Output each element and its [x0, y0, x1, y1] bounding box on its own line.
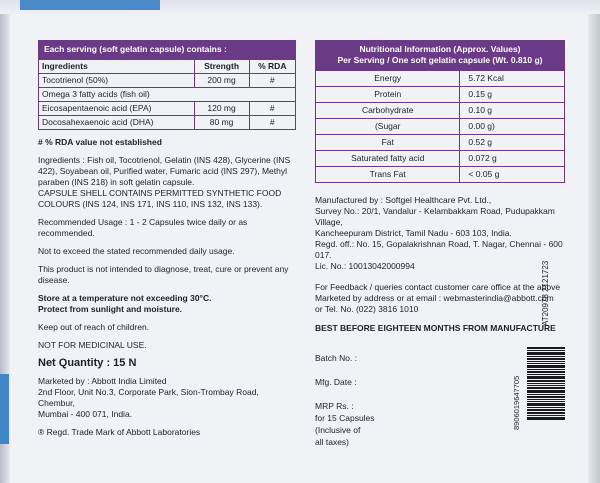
feedback-line-1: For Feedback / queries contact customer care office at the above	[315, 282, 561, 292]
not-exceed-text: Not to exceed the stated recommended daily usage.	[38, 246, 235, 256]
table-row	[39, 116, 296, 130]
left-edge	[0, 14, 10, 483]
regd-office: Regd. off.: No. 15, Gopalakrishnan Road, T. Nagar, Chennai - 600 017.	[315, 239, 563, 260]
nutrient-name: Protein	[316, 87, 460, 103]
mrp-all-taxes: all taxes)	[315, 437, 350, 447]
nutrient-value: 0.15 g	[460, 87, 565, 103]
barcode-number: 8906019647705	[512, 375, 521, 430]
side-code	[541, 260, 555, 326]
table-row	[316, 71, 565, 87]
address-line-1: 2nd Floor, Unit No.3, Corporate Park, Sion-Trombay Road, Chembur,	[38, 387, 259, 408]
feedback-line-2: Marketed by address or at email : webmasterindia@abbott.com	[315, 293, 554, 303]
nutrient-value: 0.00 g)	[460, 119, 565, 135]
nutrient-value: 0.52 g	[460, 135, 565, 151]
nutrient-value: 0.10 g	[460, 103, 565, 119]
blue-tab	[0, 374, 9, 444]
table-row	[316, 103, 565, 119]
col-rda: % RDA	[249, 60, 295, 74]
col-strength: Strength	[194, 60, 249, 74]
nutrition-header-line-2: Per Serving / One soft gelatin capsule (Wt. 0.810 g)	[337, 55, 543, 65]
marketed-by: Marketed by : Abbott India Limited	[38, 376, 167, 386]
table-row	[316, 135, 565, 151]
row-name: Eicosapentaenoic acid (EPA)	[39, 102, 195, 116]
store-text: Store at a temperature not exceeding 30°C.	[38, 293, 212, 303]
nutrient-name: Fat	[316, 135, 460, 151]
serving-header: Each serving (soft gelatin capsule) contains :	[38, 40, 296, 59]
nutrient-name: Carbohydrate	[316, 103, 460, 119]
table-row	[39, 88, 296, 102]
nutrient-value: 5.72 Kcal	[460, 71, 565, 87]
table-row	[316, 167, 565, 183]
nutrition-table	[315, 70, 565, 183]
nutrition-header-line-1: Nutritional Information (Approx. Values)	[359, 44, 521, 54]
not-intended-text: This product is not intended to diagnose, treat, cure or prevent any disease.	[38, 264, 289, 285]
nutrient-name: Energy	[316, 71, 460, 87]
mfg-address-line-2: Kancheepuram District, Tamil Nadu - 603 103, India.	[315, 228, 512, 238]
nutrient-name: Saturated fatty acid	[316, 151, 460, 167]
table-row	[316, 151, 565, 167]
ingredients-text: Ingredients : Fish oil, Tocotrienol, Gelatin (INS 428), Glycerine (INS 422), Soyabean oil, Purified water, Fumaric acid (INS 297), Methyl paraben (INS 218) in soft gelatin capsule.	[38, 155, 291, 187]
nutrient-name: Trans Fat	[316, 167, 460, 183]
row-strength: 80 mg	[194, 116, 249, 130]
net-quantity: Net Quantity : 15 N	[38, 357, 137, 369]
protect-text: Protect from sunlight and moisture.	[38, 304, 183, 314]
rda-note: # % RDA value not established	[38, 137, 162, 147]
row-rda: #	[249, 74, 295, 88]
row-rda: #	[249, 116, 295, 130]
license-number: Lic. No.: 10013042000994	[315, 261, 415, 271]
table-row	[316, 119, 565, 135]
mfg-date-label: Mfg. Date :	[315, 377, 357, 387]
composition-table	[38, 59, 296, 130]
mfg-address-line-1: Survey No.: 20/1, Vandalur - Kelambakkam Road, Pudupakkam Village,	[315, 206, 555, 227]
mrp-for-capsules: for 15 Capsules	[315, 413, 375, 423]
barcode-digits	[512, 348, 524, 430]
row-strength: 120 mg	[194, 102, 249, 116]
best-before: BEST BEFORE EIGHTEEN MONTHS FROM MANUFACTURE	[315, 323, 556, 333]
nutrition-header	[315, 40, 565, 70]
mrp-label: MRP Rs. :	[315, 401, 354, 411]
trademark-note: ® Regd. Trade Mark of Abbott Laboratories	[38, 427, 201, 437]
mrp-inclusive: (Inclusive of	[315, 425, 361, 435]
left-panel	[38, 40, 296, 438]
nutrient-name: (Sugar	[316, 119, 460, 135]
table-row	[39, 74, 296, 88]
nutrient-value: 0.072 g	[460, 151, 565, 167]
not-medicinal-text: NOT FOR MEDICINAL USE.	[38, 340, 147, 350]
right-edge	[588, 14, 600, 483]
row-name: Docosahexaenoic acid (DHA)	[39, 116, 195, 130]
row-name: Tocotrienol (50%)	[39, 74, 195, 88]
children-text: Keep out of reach of children.	[38, 322, 150, 332]
col-ingredients: Ingredients	[39, 60, 195, 74]
barcode	[527, 347, 565, 429]
side-code-text: AT20978 2121723	[541, 260, 550, 326]
batch-number-label: Batch No. :	[315, 353, 358, 363]
row-rda: #	[249, 102, 295, 116]
table-row	[39, 102, 296, 116]
nutrient-value: < 0.05 g	[460, 167, 565, 183]
manufactured-by: Manufactured by : Softgel Healthcare Pvt. Ltd.,	[315, 195, 492, 205]
address-line-2: Mumbai - 400 071, India.	[38, 409, 133, 419]
usage-text: Recommended Usage : 1 - 2 Capsules twice daily or as recommended.	[38, 217, 248, 238]
row-name: Omega 3 fatty acids (fish oil)	[39, 88, 296, 102]
table-row	[316, 87, 565, 103]
feedback-line-3: or Tel. No. (022) 3816 1010	[315, 304, 419, 314]
top-strip	[0, 0, 600, 14]
blue-band	[20, 0, 160, 10]
row-strength: 200 mg	[194, 74, 249, 88]
table-header-row	[39, 60, 296, 74]
capsule-shell-text: CAPSULE SHELL CONTAINS PERMITTED SYNTHETIC FOOD COLOURS (INS 124, INS 171, INS 110, INS 132, INS 133).	[38, 188, 282, 209]
